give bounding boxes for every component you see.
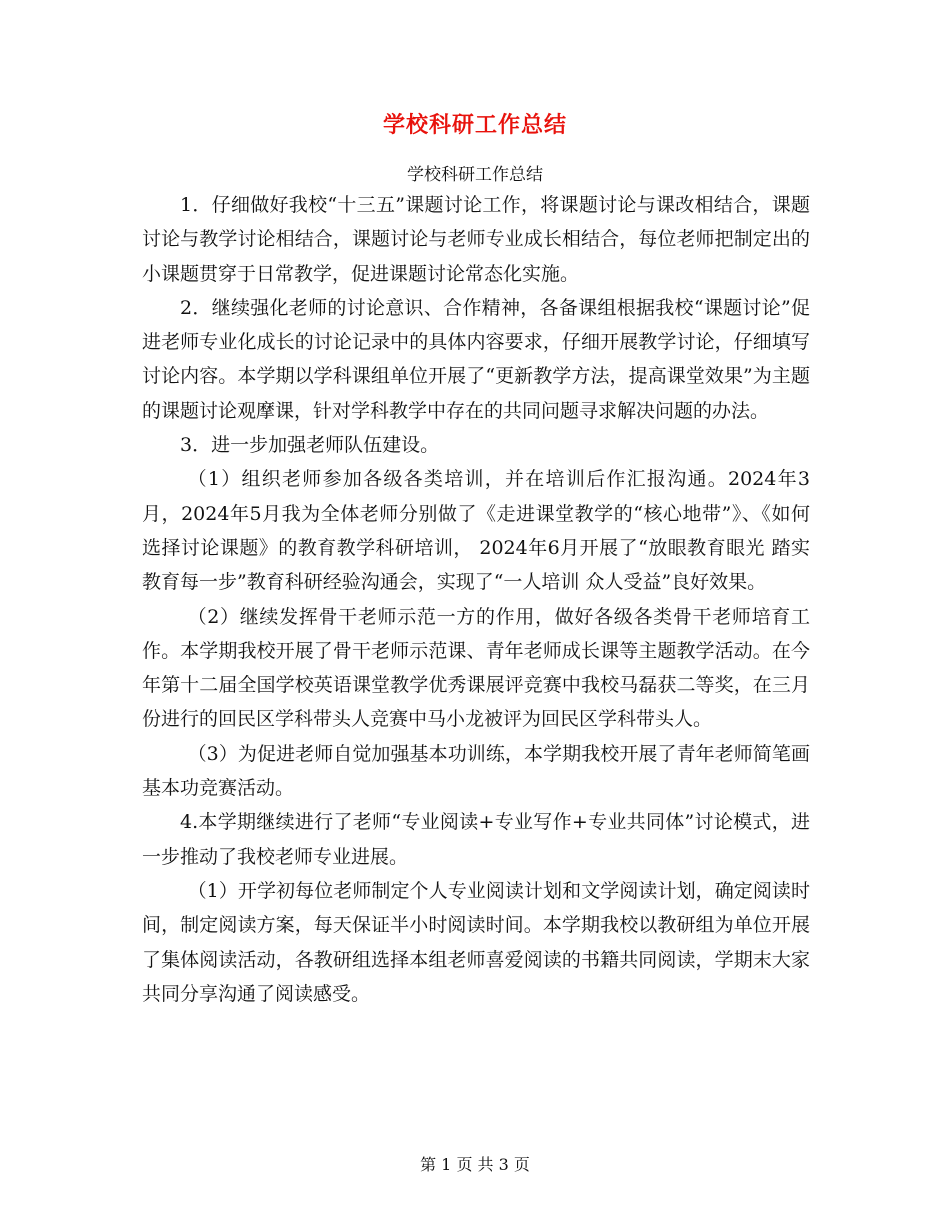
paragraph-4-1: （1）开学初每位老师制定个人专业阅读计划和文学阅读计划，确定阅读时间，制定阅读方案，每天保证半小时阅读时间。本学期我校以教研组为单位开展了集体阅读活动，各教研组选择本组老师喜爱阅读的书籍共同阅读，学期末大家共同分享沟通了阅读感受。 bbox=[142, 879, 810, 1005]
document-title: 学校科研工作总结 bbox=[382, 112, 567, 138]
paragraph-3: 3．进一步加强老师队伍建设。 bbox=[180, 434, 440, 457]
paragraph-1: 1．仔细做好我校“十三五”课题讨论工作，将课题讨论与课改相结合，课题讨论与教学讨论相结合，课题讨论与老师专业成长相结合，每位老师把制定出的小课题贯穿于日常教学，促进课题讨论常态化实施。 bbox=[142, 194, 810, 285]
paragraph-4: 4.本学期继续进行了老师“专业阅读+专业写作+专业共同体”讨论模式，进一步推动了我校老师专业进展。 bbox=[142, 811, 810, 868]
paragraph-3-1: （1）组织老师参加各级各类培训，并在培训后作汇报沟通。2024年3月，2024年5月我为全体老师分别做了《走进课堂教学的“核心地带”》、《如何选择讨论课题》的教育教学科研培训， 2024年6月开展了“放眼教育眼光 踏实教育每一步”教育科研经验沟通会，实现了“一人培训 众人受益”良好效果。 bbox=[142, 468, 810, 594]
paragraph-3-2: （2）继续发挥骨干老师示范一方的作用，做好各级各类骨干老师培育工作。本学期我校开展了骨干老师示范课、青年老师成长课等主题教学活动。在今年第十二届全国学校英语课堂教学优秀课展评竞赛中我校马磊获二等奖，在三月份进行的回民区学科带头人竞赛中马小龙被评为回民区学科带头人。 bbox=[142, 605, 810, 731]
paragraph-2: 2．继续强化老师的讨论意识、合作精神，各备课组根据我校“课题讨论”促进老师专业化成长的讨论记录中的具体内容要求，仔细开展教学讨论，仔细填写讨论内容。本学期以学科课组单位开展了“更新教学方法，提高课堂效果”为主题的课题讨论观摩课，针对学科教学中存在的共同问题寻求解决问题的办法。 bbox=[142, 296, 810, 422]
document-subtitle: 学校科研工作总结 bbox=[407, 165, 543, 185]
paragraph-3-3: （3）为促进老师自觉加强基本功训练，本学期我校开展了青年老师简笔画基本功竞赛活动。 bbox=[142, 742, 810, 800]
page-number-footer: 第 1 页 共 3 页 bbox=[420, 1155, 530, 1174]
document-body bbox=[142, 188, 810, 1011]
